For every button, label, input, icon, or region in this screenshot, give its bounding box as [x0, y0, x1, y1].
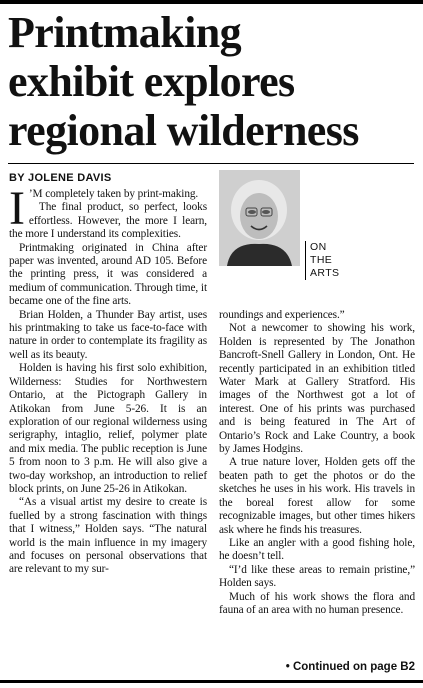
article-column-2 [219, 309, 415, 617]
section-tag-line-3: ARTS [310, 267, 340, 279]
paragraph: Like an angler with a good fishing hole, he doesn’t tell. [219, 536, 415, 563]
paragraph: Brian Holden, a Thunder Bay artist, uses his printmaking to take us face-to-face with nature in order to contemplate its fragility as well as its beauty. [9, 308, 207, 361]
headline-line-2: exhibit explores [8, 57, 295, 106]
section-tag-line-2: THE [310, 254, 333, 266]
portrait-photo-icon [219, 170, 300, 266]
bottom-rule [0, 680, 423, 683]
article-column-1 [9, 182, 207, 577]
paragraph: Printmaking originated in China after paper was invented, around AD 105. Before the printing press, it was considered a medium of communication. Through time, it became one of the fine arts. [9, 241, 207, 308]
paragraph: A true nature lover, Holden gets off the beaten path to get the photos or do the sketches he uses in his work. His travels in the boreal forest allow for some recognizable images, but other times hikers ask where he finds his treasures. [219, 456, 415, 536]
paragraph: “I’d like these areas to remain pristine,” Holden says. [219, 563, 415, 590]
paragraph: Much of his work shows the flora and fauna of an area with no human presence. [219, 590, 415, 616]
headline-divider [8, 163, 414, 164]
continued-link[interactable]: • Continued on page B2 [285, 661, 415, 673]
paragraph: I ’M completely taken by print-making. [9, 182, 199, 235]
paragraph: Holden is having his first solo exhibition, Wilderness: Studies for Northwestern Ontario, at the Pictograph Gallery in Atikokan from June 5-26. It is an exploration of our regional wilderness using serigraphy, intaglio, relief, polymer plate and mix media. The public reception is June 5 from noon to 3 p.m. He will also give a two-day workshop, an introduction to relief block prints, on June 25-26 in Atikokan. [9, 362, 207, 495]
author-photo [219, 170, 300, 266]
byline: BY JOLENE DAVIS [9, 172, 112, 184]
top-rule [0, 0, 423, 4]
paragraph: “As a visual artist my desire to create is fuelled by a strong fascination with things that I witness,” Holden says. “The natural world is the main influence in my imagery and focuses on personal observations that are relevant to my sur- [9, 496, 207, 576]
headline-line-3: regional wilderness [8, 106, 359, 155]
headline-line-1: Printmaking [8, 8, 241, 57]
drop-cap: I [9, 182, 25, 235]
paragraph: Not a newcomer to showing his work, Holden is represented by The Jonathon Bancroft-Snell Gallery in London, Ont. He recently participated in an exhibition titled Water Mark at Gallery Stratford. His images of the Northwest got a lot of interest. One of his prints was purchased and is being featured in The Art of Ontario’s Rock and Lake Country, a book by James Hodgins. [219, 322, 415, 456]
paragraph: The final product, so perfect, looks effortless. However, the more I learn, the more I understand its complexities. [9, 201, 207, 241]
headline [8, 8, 418, 155]
section-tag-line-1: ON [310, 241, 327, 253]
paragraph: roundings and experiences.” [219, 309, 345, 321]
section-tag [305, 241, 339, 280]
